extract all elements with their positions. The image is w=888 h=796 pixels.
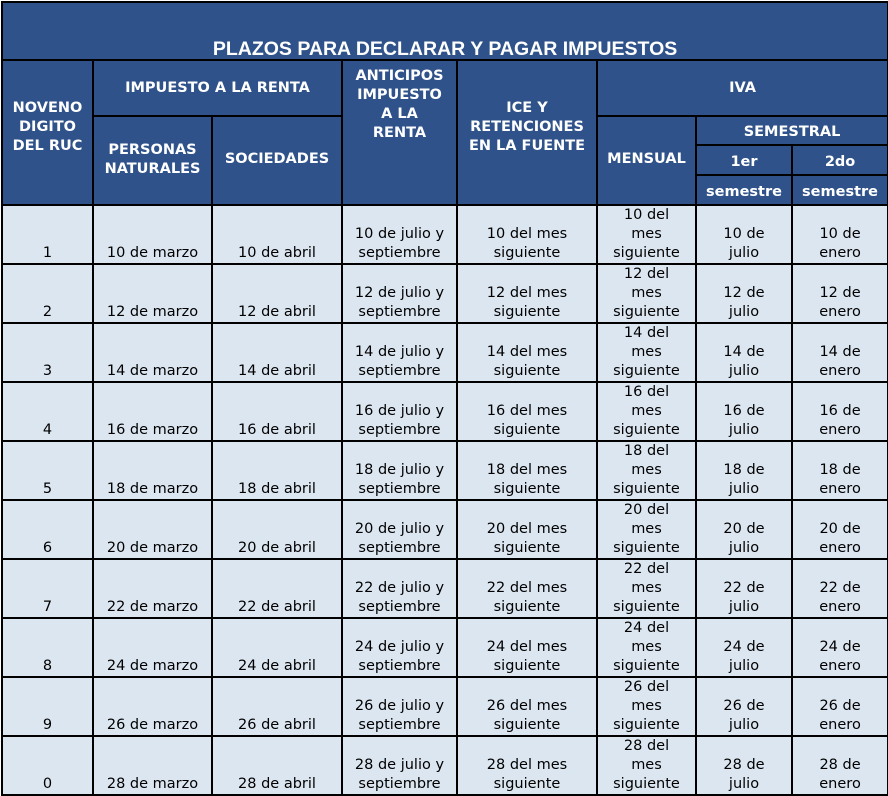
cell-ice <box>457 677 597 736</box>
tax-deadlines-table <box>1 1 888 796</box>
cell-anticipos <box>342 559 457 618</box>
cell-ice <box>457 441 597 500</box>
cell-semestre-2 <box>792 736 888 795</box>
cell-line: septiembre <box>358 717 441 733</box>
cell-line: 22 de <box>723 580 765 596</box>
cell-line: septiembre <box>358 481 441 497</box>
header-sociedades: SOCIEDADES <box>212 116 342 205</box>
cell-mensual <box>597 323 696 382</box>
header-anticipos-line: A LA <box>381 106 418 122</box>
table-row <box>2 323 888 382</box>
header-personas-line: NATURALES <box>104 161 201 177</box>
cell-anticipos <box>342 736 457 795</box>
cell-personas: 10 de marzo <box>93 205 212 264</box>
header-semestral: SEMESTRAL <box>696 116 888 145</box>
cell-mensual <box>597 382 696 441</box>
cell-sociedades: 20 de abril <box>212 500 342 559</box>
cell-line: septiembre <box>358 422 441 438</box>
cell-line: enero <box>819 363 861 379</box>
cell-semestre-2 <box>792 559 888 618</box>
cell-line: 24 del mes <box>486 639 568 655</box>
cell-line: 26 de julio y <box>354 698 445 714</box>
cell-line: 28 del mes <box>486 757 568 773</box>
cell-line: 16 de <box>723 403 765 419</box>
cell-semestre-2 <box>792 441 888 500</box>
cell-line: septiembre <box>358 245 441 261</box>
cell-line: 16 del <box>623 384 670 400</box>
cell-anticipos <box>342 677 457 736</box>
cell-line: 18 del mes <box>486 462 568 478</box>
cell-line: 18 de <box>819 462 861 478</box>
cell-line: 24 de <box>819 639 861 655</box>
cell-sociedades: 10 de abril <box>212 205 342 264</box>
cell-digit: 9 <box>2 677 93 736</box>
cell-line: enero <box>819 599 861 615</box>
cell-line: enero <box>819 776 861 792</box>
cell-line: mes <box>631 580 662 596</box>
table-row <box>2 618 888 677</box>
cell-line: enero <box>819 481 861 497</box>
cell-line: 10 de <box>723 226 765 242</box>
table-row <box>2 382 888 441</box>
cell-semestre-1 <box>696 559 792 618</box>
cell-line: mes <box>631 698 662 714</box>
cell-line: enero <box>819 658 861 674</box>
cell-line: 24 de julio y <box>354 639 445 655</box>
cell-mensual <box>597 559 696 618</box>
cell-ice <box>457 323 597 382</box>
header-anticipos-line: IMPUESTO <box>357 87 442 103</box>
cell-line: mes <box>631 462 662 478</box>
header-primer: 1er <box>696 145 792 175</box>
cell-sociedades: 24 de abril <box>212 618 342 677</box>
cell-line: 22 del <box>623 561 670 577</box>
cell-ice <box>457 559 597 618</box>
header-noveno-digito <box>2 60 93 205</box>
cell-digit: 1 <box>2 205 93 264</box>
cell-anticipos <box>342 500 457 559</box>
cell-line: siguiente <box>613 776 680 792</box>
cell-digit: 3 <box>2 323 93 382</box>
cell-sociedades: 28 de abril <box>212 736 342 795</box>
cell-line: 20 de julio y <box>354 521 445 537</box>
cell-line: 18 de julio y <box>354 462 445 478</box>
cell-semestre-2 <box>792 205 888 264</box>
header-mensual: MENSUAL <box>597 116 696 205</box>
cell-line: septiembre <box>358 363 441 379</box>
cell-line: siguiente <box>493 245 561 261</box>
table-row <box>2 205 888 264</box>
cell-semestre-1 <box>696 618 792 677</box>
cell-line: siguiente <box>493 363 561 379</box>
cell-personas: 14 de marzo <box>93 323 212 382</box>
cell-line: 26 del mes <box>486 698 568 714</box>
cell-line: 26 del <box>623 679 670 695</box>
header-personas-naturales <box>93 116 212 205</box>
cell-line: 16 del mes <box>486 403 568 419</box>
cell-line: mes <box>631 521 662 537</box>
cell-digit: 8 <box>2 618 93 677</box>
cell-line: siguiente <box>613 481 680 497</box>
cell-line: siguiente <box>493 481 561 497</box>
header-noveno-line: DEL RUC <box>12 138 83 154</box>
cell-mensual <box>597 618 696 677</box>
cell-personas: 18 de marzo <box>93 441 212 500</box>
cell-mensual <box>597 441 696 500</box>
cell-line: 12 de julio y <box>354 285 445 301</box>
cell-semestre-2 <box>792 264 888 323</box>
cell-anticipos <box>342 264 457 323</box>
table-row <box>2 736 888 795</box>
header-noveno-line: DIGITO <box>19 119 76 135</box>
cell-line: enero <box>819 422 861 438</box>
cell-line: 26 de <box>819 698 861 714</box>
cell-line: 28 del <box>623 738 670 754</box>
cell-line: 10 de <box>819 226 861 242</box>
cell-line: siguiente <box>493 599 561 615</box>
header-noveno-line: NOVENO <box>12 100 83 116</box>
cell-digit: 2 <box>2 264 93 323</box>
cell-line: enero <box>819 717 861 733</box>
cell-line: 28 de <box>819 757 861 773</box>
cell-line: julio <box>728 422 760 438</box>
cell-line: 14 de <box>723 344 765 360</box>
cell-line: 12 de <box>723 285 765 301</box>
cell-mensual <box>597 205 696 264</box>
cell-line: 22 del mes <box>486 580 568 596</box>
cell-line: 14 del mes <box>486 344 568 360</box>
header-iva: IVA <box>597 60 888 116</box>
cell-line: 12 del mes <box>486 285 568 301</box>
table-row <box>2 500 888 559</box>
cell-personas: 22 de marzo <box>93 559 212 618</box>
cell-line: 16 de <box>819 403 861 419</box>
header-anticipos-line: ANTICIPOS <box>355 68 444 84</box>
cell-line: 20 de <box>819 521 861 537</box>
cell-personas: 28 de marzo <box>93 736 212 795</box>
header-ice-line: RETENCIONES <box>470 119 584 135</box>
header-semestre-2: semestre <box>792 175 888 205</box>
cell-line: 20 de <box>723 521 765 537</box>
cell-mensual <box>597 500 696 559</box>
cell-sociedades: 14 de abril <box>212 323 342 382</box>
table-row <box>2 677 888 736</box>
cell-line: 12 del <box>623 266 670 282</box>
cell-semestre-2 <box>792 677 888 736</box>
cell-line: 22 de julio y <box>354 580 445 596</box>
cell-line: enero <box>819 304 861 320</box>
cell-sociedades: 26 de abril <box>212 677 342 736</box>
table-row <box>2 559 888 618</box>
cell-ice <box>457 618 597 677</box>
cell-line: mes <box>631 285 662 301</box>
cell-line: julio <box>728 481 760 497</box>
table-title: PLAZOS PARA DECLARAR Y PAGAR IMPUESTOS <box>2 2 888 60</box>
cell-line: 28 de julio y <box>354 757 445 773</box>
cell-line: septiembre <box>358 776 441 792</box>
cell-line: siguiente <box>613 717 680 733</box>
cell-semestre-2 <box>792 500 888 559</box>
cell-personas: 16 de marzo <box>93 382 212 441</box>
cell-personas: 26 de marzo <box>93 677 212 736</box>
cell-personas: 12 de marzo <box>93 264 212 323</box>
cell-semestre-1 <box>696 441 792 500</box>
cell-mensual <box>597 677 696 736</box>
cell-line: 14 de <box>819 344 861 360</box>
cell-line: septiembre <box>358 599 441 615</box>
cell-line: 24 del <box>623 620 670 636</box>
cell-sociedades: 16 de abril <box>212 382 342 441</box>
cell-line: 14 de julio y <box>354 344 445 360</box>
table-row <box>2 264 888 323</box>
cell-semestre-1 <box>696 736 792 795</box>
cell-digit: 7 <box>2 559 93 618</box>
header-ice-line: ICE Y <box>506 100 548 116</box>
cell-digit: 0 <box>2 736 93 795</box>
cell-anticipos <box>342 323 457 382</box>
cell-line: siguiente <box>613 422 680 438</box>
header-anticipos <box>342 60 457 205</box>
cell-ice <box>457 264 597 323</box>
cell-line: siguiente <box>613 658 680 674</box>
cell-sociedades: 22 de abril <box>212 559 342 618</box>
cell-anticipos <box>342 441 457 500</box>
cell-line: julio <box>728 658 760 674</box>
cell-line: 10 del <box>623 207 670 223</box>
cell-digit: 4 <box>2 382 93 441</box>
cell-line: siguiente <box>493 422 561 438</box>
header-semestre-1: semestre <box>696 175 792 205</box>
cell-line: mes <box>631 757 662 773</box>
cell-line: 26 de <box>723 698 765 714</box>
cell-anticipos <box>342 382 457 441</box>
cell-line: siguiente <box>493 304 561 320</box>
cell-digit: 6 <box>2 500 93 559</box>
header-ice-line: EN LA FUENTE <box>468 138 586 154</box>
cell-semestre-1 <box>696 382 792 441</box>
cell-line: siguiente <box>613 540 680 556</box>
cell-line: 24 de <box>723 639 765 655</box>
cell-line: julio <box>728 304 760 320</box>
cell-ice <box>457 382 597 441</box>
cell-line: siguiente <box>613 245 680 261</box>
cell-anticipos <box>342 205 457 264</box>
cell-line: mes <box>631 403 662 419</box>
cell-mensual <box>597 736 696 795</box>
cell-sociedades: 18 de abril <box>212 441 342 500</box>
cell-line: mes <box>631 639 662 655</box>
cell-line: siguiente <box>613 363 680 379</box>
cell-line: julio <box>728 363 760 379</box>
cell-line: julio <box>728 540 760 556</box>
cell-semestre-1 <box>696 677 792 736</box>
cell-line: 14 del <box>623 325 670 341</box>
cell-line: 18 del <box>623 443 670 459</box>
cell-line: enero <box>819 540 861 556</box>
cell-line: 28 de <box>723 757 765 773</box>
header-segundo: 2do <box>792 145 888 175</box>
cell-line: 18 de <box>723 462 765 478</box>
cell-line: 20 del mes <box>486 521 568 537</box>
cell-line: julio <box>728 717 760 733</box>
cell-semestre-2 <box>792 382 888 441</box>
cell-line: septiembre <box>358 540 441 556</box>
cell-line: enero <box>819 245 861 261</box>
cell-semestre-1 <box>696 323 792 382</box>
cell-sociedades: 12 de abril <box>212 264 342 323</box>
cell-line: siguiente <box>613 599 680 615</box>
header-impuesto-renta: IMPUESTO A LA RENTA <box>93 60 342 116</box>
cell-line: julio <box>728 776 760 792</box>
cell-line: 10 de julio y <box>354 226 445 242</box>
cell-semestre-1 <box>696 205 792 264</box>
cell-semestre-1 <box>696 500 792 559</box>
cell-line: mes <box>631 226 662 242</box>
cell-personas: 24 de marzo <box>93 618 212 677</box>
cell-line: julio <box>728 599 760 615</box>
cell-line: mes <box>631 344 662 360</box>
cell-line: julio <box>728 245 760 261</box>
cell-line: septiembre <box>358 658 441 674</box>
cell-line: 20 del <box>623 502 670 518</box>
cell-anticipos <box>342 618 457 677</box>
cell-semestre-1 <box>696 264 792 323</box>
cell-semestre-2 <box>792 618 888 677</box>
cell-line: 16 de julio y <box>354 403 445 419</box>
cell-line: siguiente <box>493 540 561 556</box>
cell-ice <box>457 736 597 795</box>
cell-line: siguiente <box>493 658 561 674</box>
header-ice-retenciones <box>457 60 597 205</box>
table-row <box>2 441 888 500</box>
cell-line: 22 de <box>819 580 861 596</box>
header-anticipos-line: RENTA <box>372 125 427 141</box>
cell-line: siguiente <box>493 776 561 792</box>
cell-digit: 5 <box>2 441 93 500</box>
cell-line: siguiente <box>613 304 680 320</box>
cell-line: septiembre <box>358 304 441 320</box>
cell-mensual <box>597 264 696 323</box>
cell-ice <box>457 205 597 264</box>
cell-line: 10 del mes <box>486 226 568 242</box>
cell-personas: 20 de marzo <box>93 500 212 559</box>
cell-ice <box>457 500 597 559</box>
cell-semestre-2 <box>792 323 888 382</box>
cell-line: 12 de <box>819 285 861 301</box>
header-personas-line: PERSONAS <box>108 142 197 158</box>
cell-line: siguiente <box>493 717 561 733</box>
